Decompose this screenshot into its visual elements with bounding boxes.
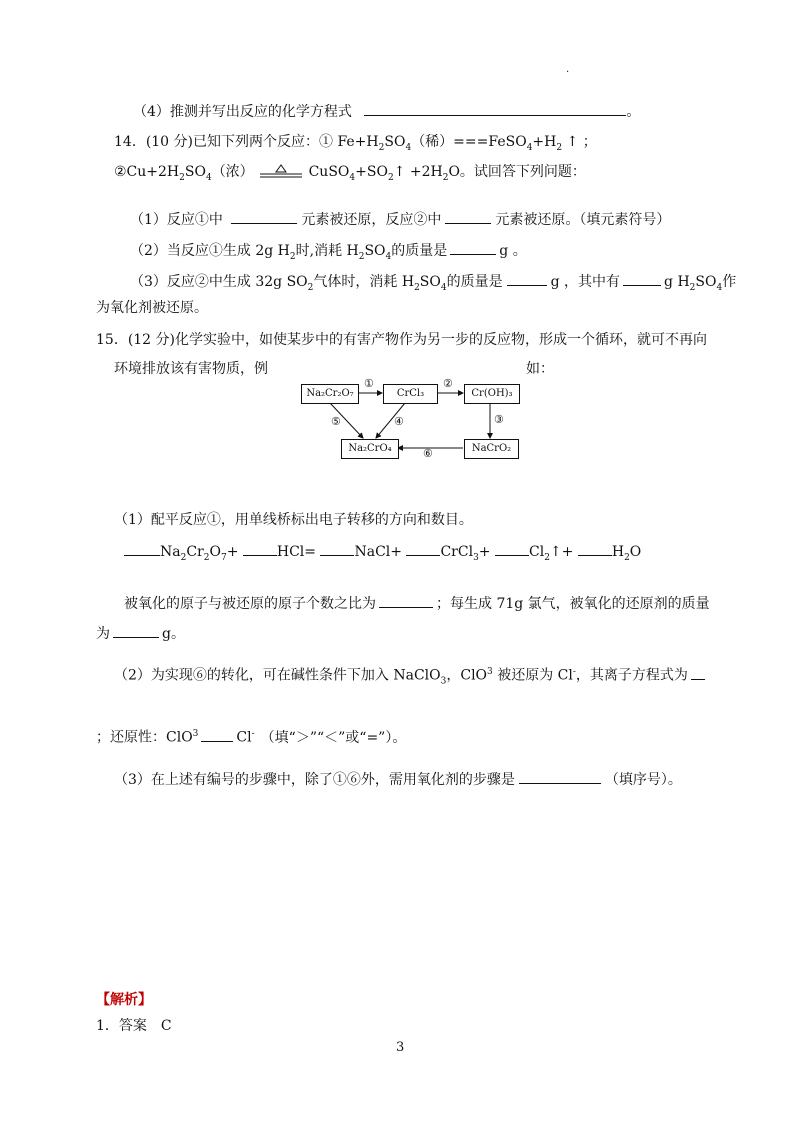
q15-part1-ratio: 被氧化的原子与被还原的原子个数之比为 ；每生成 71g 氯气，被氧化的还原剂的质量: [124, 592, 710, 614]
species-crcl3: CrCl₃: [383, 384, 438, 404]
header-mark: .: [566, 64, 570, 75]
q15-part1-mass: 为 g。: [96, 622, 185, 644]
q15-part3: （3）在上述有编号的步骤中，除了①⑥外，需用氧化剂的步骤是 （填序号）。: [114, 768, 682, 790]
label-step-1: ①: [364, 377, 374, 390]
q13-end: 。: [626, 104, 641, 120]
steps-blank[interactable]: [519, 768, 601, 784]
mass-blank[interactable]: [113, 622, 159, 638]
coef-blank-2[interactable]: [243, 540, 277, 556]
q13-part4-text: （4）推测并写出反应的化学方程式: [133, 104, 352, 120]
label-step-5: ⑤: [331, 415, 341, 428]
q14-part3: （3）反应②中生成 32g $SO_2$气体时，消耗 $H_2SO_4$的质量是 g ，其中有 g $H_2SO_4$作: [130, 270, 736, 298]
label-step-3: ③: [494, 413, 504, 426]
q15-part1: （1）配平反应①，用单线桥标出电子转移的方向和数目。: [114, 512, 473, 528]
coef-blank-5[interactable]: [495, 540, 529, 556]
q15-line2: 环境排放该有害物质，例: [114, 361, 268, 377]
species-na2cr2o7: Na₂Cr₂O₇: [301, 384, 359, 404]
answer-1: 1．答案 C: [96, 1018, 172, 1034]
q15-part2-reducibility: ；还原性：ClO$^3$ Cl- （填“＞”“＜”或“=”）。: [96, 724, 406, 748]
species-croh3: Cr(OH)₃: [464, 384, 520, 404]
ionic-equation-blank[interactable]: [691, 664, 705, 680]
label-step-6: ⑥: [423, 447, 433, 460]
q14-part2: （2）当反应①生成 2g $H_2$时,消耗 $H_2SO_4$的质量是 g 。: [130, 239, 527, 267]
coef-blank-4[interactable]: [406, 540, 440, 556]
q14-part3-cont: 为氧化剂被还原。: [96, 300, 208, 316]
coef-blank-3[interactable]: [320, 540, 354, 556]
label-step-4: ④: [394, 415, 404, 428]
q14-header: 14．(10 分)已知下列两个反应：① $Fe+H_2SO_4$（稀）$===FeSO_4+H_2$ ↑ ；: [114, 134, 597, 153]
page-number: 3: [396, 1040, 405, 1055]
balance-equation: $Na_2Cr_2O_7+ HCl=$ NaCl+ CrCl$_3$+ $Cl_2↑+ H_2O$: [124, 540, 641, 568]
label-step-2: ②: [443, 377, 453, 390]
species-na2cro4: Na₂CrO₄: [341, 439, 399, 459]
coef-blank-1[interactable]: [124, 540, 160, 556]
q15-part2: （2）为实现⑥的转化，可在碱性条件下加入 NaClO$_3$，ClO$^3$ 被还原为 Cl-，其离子方程式为: [114, 662, 705, 691]
q15-header: 15．(12 分)化学实验中，如使某步中的有害产物作为另一步的反应物，形成一个循环，就可不再向: [96, 332, 708, 348]
q14-reaction-2: $②Cu+2H_2SO_4$（浓） $CuSO_4+SO_2↑ +2H_2O$。试回答下列问题：: [114, 164, 586, 183]
q14-part1: （1）反应①中 元素被还原，反应②中 元素被还原。（填元素符号）: [130, 208, 670, 230]
analysis-label: 【解析】: [96, 992, 152, 1008]
ratio-blank[interactable]: [379, 592, 433, 608]
compare-blank[interactable]: [201, 726, 233, 742]
q15-line2-end: 如：: [526, 361, 554, 377]
species-nacro2: NaCrO₂: [464, 439, 519, 459]
coef-blank-6[interactable]: [578, 540, 612, 556]
